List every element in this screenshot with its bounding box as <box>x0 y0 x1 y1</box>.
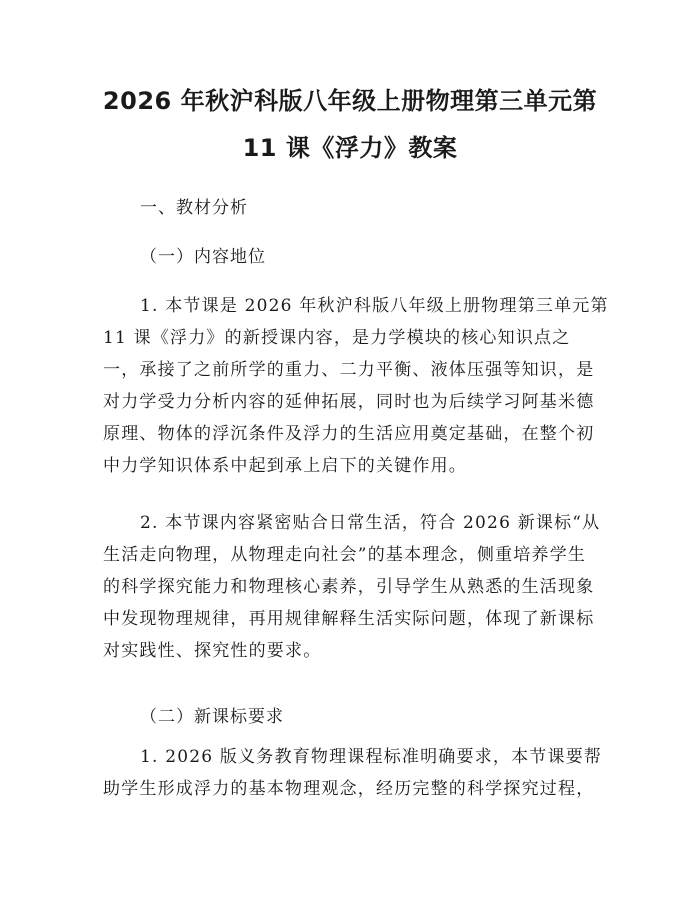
paragraph-content-position-2 <box>103 507 603 667</box>
paragraph-line: 助学生形成浮力的基本物理观念，经历完整的科学探究过程， <box>103 779 595 799</box>
paragraph-line: 1. 2026 版义务教育物理课程标准明确要求，本节课要帮 <box>140 747 603 767</box>
title-line-1: 2026 年秋沪科版八年级上册物理第三单元第 <box>102 87 598 115</box>
paragraph-line: 对实践性、探究性的要求。 <box>103 641 322 661</box>
paragraph-line: 一，承接了之前所学的重力、二力平衡、液体压强等知识，是 <box>103 360 595 380</box>
paragraph-line: 中力学知识体系中起到承上启下的关键作用。 <box>103 456 467 476</box>
paragraph-curriculum-standard-1 <box>103 741 603 805</box>
title-line-2: 11 课《浮力》教案 <box>242 134 458 162</box>
paragraph-line: 1. 本节课是 2026 年秋沪科版八年级上册物理第三单元第 <box>140 296 609 316</box>
paragraph-line: 的科学探究能力和物理核心素养，引导学生从熟悉的生活现象 <box>103 577 595 597</box>
document-title <box>90 78 610 172</box>
paragraph-line: 中发现物理规律，再用规律解释生活实际问题，体现了新课标 <box>103 609 595 629</box>
paragraph-line: 11 课《浮力》的新授课内容，是力学模块的核心知识点之 <box>103 328 571 348</box>
paragraph-content-position-1 <box>103 290 609 482</box>
paragraph-line: 原理、物体的浮沉条件及浮力的生活应用奠定基础，在整个初 <box>103 424 595 444</box>
section-heading-teaching-analysis: 一、教材分析 <box>140 198 248 218</box>
paragraph-line: 生活走向物理，从物理走向社会”的基本理念，侧重培养学生 <box>103 545 587 565</box>
paragraph-line: 对力学受力分析内容的延伸拓展，同时也为后续学习阿基米德 <box>103 392 595 412</box>
subsection-heading-curriculum-standard: （二）新课标要求 <box>140 707 284 727</box>
subsection-heading-content-position: （一）内容地位 <box>140 247 266 267</box>
paragraph-line: 2. 本节课内容紧密贴合日常生活，符合 2026 新课标“从 <box>140 513 601 533</box>
